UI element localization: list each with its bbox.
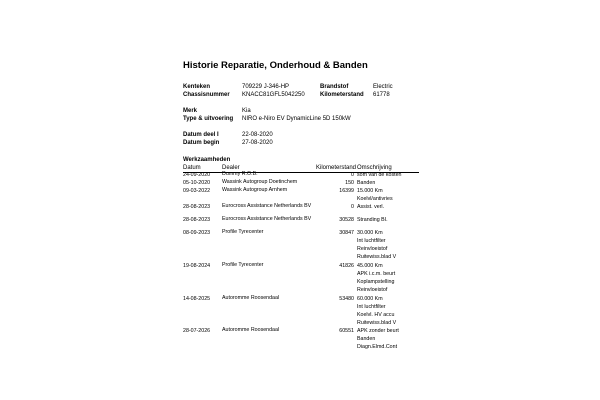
row-dealer: Autoromme Roosendaal [222,295,280,301]
row-dealer: Eurocross Assistance Netherlands BV [222,216,312,222]
header-omschrijving: Omschrijving [357,165,392,171]
kenteken-label: Kenteken [183,84,211,90]
type-label: Type & uitvoering [183,116,234,122]
row-omschrijving-line: Diagn.Elmd.Cont [357,344,398,350]
row-omschrijving-line: 60.000 Km [357,296,383,302]
row-datum: 19-08-2024 [183,263,211,269]
row-dealer: Autoromme Roosendaal [222,327,280,333]
row-omschrijving-line: 45.000 Km [357,263,383,269]
row-omschrijving-line: Koplampstelling [357,279,395,285]
chassis-label: Chassisnummer [183,92,230,98]
row-datum: 28-08-2023 [183,217,211,223]
row-kilometerstand: 0 [351,172,354,178]
datum-begin-value: 27-08-2020 [242,140,273,146]
row-dealer: Wassink Autogroup Arnhem [222,187,288,193]
row-omschrijving-line: APK zonder beurt [357,328,399,334]
brandstof-value: Electric [373,84,393,90]
row-dealer: Profile Tyrecenter [222,262,264,268]
row-omschrijving-line: som van de kosten [357,172,402,178]
row-kilometerstand: 53480 [339,296,354,302]
row-kilometerstand: 30847 [339,230,354,236]
row-kilometerstand: 16399 [339,188,354,194]
datum-begin-label: Datum begin [183,140,220,146]
row-omschrijving-line: Reinvloeistof [357,287,388,293]
row-omschrijving-line: Koelvl/antivries [357,196,393,202]
row-kilometerstand: 30528 [339,217,354,223]
row-datum: 09-03-2022 [183,188,211,194]
type-value: NIRO e-Niro EV DynamicLine 5D 150kW [242,116,351,122]
row-omschrijving-line: Int luchtfilter [357,304,386,310]
row-datum: 08-09-2023 [183,230,211,236]
row-kilometerstand: 60551 [339,328,354,334]
datum-deel1-value: 22-08-2020 [242,132,273,138]
row-omschrijving-line: APK i.c.m. beurt [357,271,396,277]
merk-label: Merk [183,108,198,114]
row-datum: 28-07-2026 [183,328,211,334]
row-omschrijving-line: 30.000 Km [357,230,383,236]
merk-value: Kia [242,108,251,114]
row-omschrijving-line: Ruitewiss.blad V [357,254,397,260]
row-datum: 05-10-2020 [183,180,211,186]
kilometerstand-label: Kilometerstand [320,92,364,98]
row-omschrijving-line: Banden [357,180,376,186]
row-dealer: Eurocross Assistance Netherlands BV [222,203,312,209]
page-title: Historie Reparatie, Onderhoud & Banden [183,60,368,71]
row-omschrijving-line: Ruitewiss.blad V [357,320,397,326]
row-datum: 24-09-2020 [183,172,211,178]
kenteken-value: 709229 J-346-HP [242,84,290,90]
row-omschrijving-line: Koelvl. HV accu [357,312,395,318]
header-kilometerstand: Kilometerstand [316,165,357,171]
row-omschrijving-line: Reinvloeistof [357,246,388,252]
row-datum: 14-08-2025 [183,296,211,302]
row-dealer: Dummy R.O.B. [222,171,258,177]
row-omschrijving-line: Assist. verl. [357,204,385,210]
kilometerstand-value: 61778 [373,92,390,98]
row-omschrijving-line: 15.000 Km [357,188,383,194]
row-kilometerstand: 41826 [339,263,354,269]
row-kilometerstand: 150 [345,180,354,186]
row-omschrijving-line: Stranding BI. [357,217,388,223]
row-omschrijving-line: Banden [357,336,376,342]
header-datum: Datum [183,165,201,171]
brandstof-label: Brandstof [320,84,349,90]
row-datum: 28-08-2023 [183,204,211,210]
datum-deel1-label: Datum deel I [183,132,219,138]
chassis-value: KNACC81GFL5042250 [242,92,305,98]
row-dealer: Profile Tyrecenter [222,229,264,235]
row-omschrijving-line: Int luchtfilter [357,238,386,244]
row-dealer: Wassink Autogroup Doetinchem [222,179,298,185]
row-kilometerstand: 0 [351,204,354,210]
section-title: Werkzaamheden [183,157,231,163]
header-dealer: Dealer [222,165,240,171]
